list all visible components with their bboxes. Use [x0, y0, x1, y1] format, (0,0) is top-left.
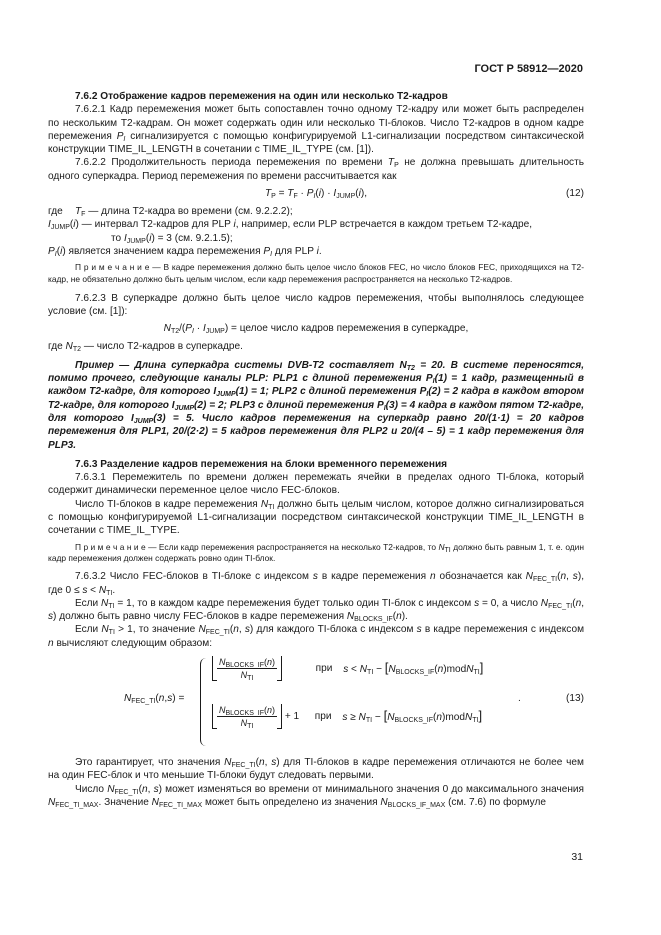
paragraph-nti-equals-one: Если $N_{TI} = 1$, то в каждом кадре перемежения будет только один TI-блок с индексом s = 0, а число $N_{FEC\_TI}(n$, s) должно быть равно числу FEC-блоков в кадре перемежения $N_{BLOCKS\_IF}(n)$.	[48, 597, 585, 624]
paragraph-7-6-2-2: 7.6.2.2 Продолжительность периода перемежения по времени $T_P$ не должна превышать длительность одного суперкадра. Период перемежения по времени рассчитывается как	[48, 157, 584, 182]
section-heading-7-6-3: 7.6.3 Разделение кадров перемежения на блоки временного перемежения	[75, 458, 448, 470]
paragraph-nti-greater-one: Если $N_{TI} > 1$, то значение $N_{FEC\_TI}(n$, s) для каждого TI-блока с индексом s в кадре перемежения с индексом n вычисляют следующим образом:	[48, 624, 585, 649]
paragraph-7-6-3-2: 7.6.3.2 Число FEC-блоков в TI-блоке с индексом s в кадре перемежения n обозначается как $N_{FEC\_TI}(n$, s), где $0 \le s < N_{TI}$.	[48, 571, 584, 597]
where-list: где $T_F$ — длина Т2-кадра во времени (см. 9.2.2.2); $I_{JUMP}(i)$ — интервал Т2-кадров для PLP i, например, если PLP встречается в каждом третьем Т2-кадре, то $I_{JUMP}(i) = 3$ (см. 9.2.1.5); $P_I(i)$ является значением кадра перемежения $P_I$ для PLP i.	[48, 206, 533, 258]
condition-equation: $N_{T2}/(P_I \cdot I_{JUMP})$ = целое число кадров перемежения в суперкадре,	[163, 323, 469, 336]
paragraph-7-6-2-3: 7.6.2.3 В суперкадре должно быть целое число кадров перемежения, чтобы выполнялось следующее условие (см. [1]):	[48, 292, 584, 318]
page-number: 31	[571, 851, 583, 863]
note-2: П р и м е ч а н и е — Если кадр перемежения распространяется на несколько Т2-кадров, то $N_{TI}$ должно быть равным 1, т. е. один кадр перемежения должен содержать ровно один TI-блок.	[48, 541, 584, 563]
example-paragraph: Пример — Длина суперкадра системы DVB-T2 составляет $N_{T2} = 20$. В системе переносятся, помимо прочего, следующие каналы PLP: PLP1 с длиной перемежения $P_I(1) = 1$ кадр, размещенный в каждом Т2-кадре, для которого $I_{JUMP}(1) = 1$; PLP2 с длиной перемежения $P_I(2) = 2$ кадра в каждом втором Т2-кадре, для которого $I_{JUMP}(2) = 2$; PLP3 с длиной перемежения $P_I(3) = 4$ кадра в каждом пятом Т2-кадре, для которого $I_{JUMP}(3) = 5$. Число кадров перемежения на суперкадр равно 20/(1·1) = 20 кадров перемежения для PLP1, 20/(2·2) = 5 кадров перемежения для PLP2 и 20/(4 – 5) = 1 кадр перемежения для PLP3.	[48, 359, 585, 451]
equation-13: $N_{FEC\_TI}(n,s)$ = $\frac{N_{BLOCKS\_IF}(n)}{N_{TI}}$ при $s < N_{TI}$ − $[N_{BLOCKS\_IF}(n)modN_{TI}]$ $\frac{N_{BLOCKS\_IF}(n)}{N_{TI}}$ + 1 при $s \ge N_{TI}$ − $[N_{BLOCKS\_IF}(n)modN_{TI}]$ . (13)	[48, 654, 584, 752]
equation-13-brace	[200, 658, 209, 746]
note-1: П р и м е ч а н и е — В кадре перемежения должно быть целое число блоков FEC, но число блоков FEC, приходящихся на Т2-кадр, не обязательно должно быть целым числом, если кадр перемежения распространяется на несколько Т2-кадров.	[48, 262, 584, 284]
page-content	[48, 90, 584, 809]
equation-13-lhs: $N_{FEC\_TI}(n,s)$ =	[124, 692, 185, 705]
paragraph-7-6-3-1: 7.6.3.1 Перемежитель по времени должен перемежать ячейки в пределах одного TI-блока, который содержит динамически переменное целое число FEC-блоков.	[48, 472, 584, 497]
equation-13-case-2: $\frac{N_{BLOCKS\_IF}(n)}{N_{TI}}$ + 1 при $s \ge N_{TI}$ − $[N_{BLOCKS\_IF}(n)modN_{TI}]$	[212, 704, 482, 729]
paragraph-guarantee: Это гарантирует, что значения $N_{FEC\_TI}(n$, s) для TI-блоков в кадре перемежения отличаются не более чем на один FEC-блок и что меньшие TI-блоки будут следовать первыми.	[48, 756, 584, 782]
section-heading-7-6-2: 7.6.2 Отображение кадров перемежения на один или несколько Т2-кадров	[75, 91, 448, 102]
standard-header: ГОСТ Р 58912—2020	[474, 63, 583, 75]
equation-12: $T_P = T_F \cdot P_I(i) \cdot I_{JUMP}(i)$, (12)	[264, 188, 584, 201]
where-n-t2: где $N_{T2}$ — число Т2-кадров в суперкадре.	[48, 341, 243, 354]
paragraph-ti-blocks: Число TI-блоков в кадре перемежения $N_{TI}$ должно быть целым числом, которое должно сигнализироваться с помощью конфигурируемой L1-сигнализации посредством синтаксической конструкции TIME_IL_LENGTH в сочетании с TIME_IL_TYPE.	[48, 498, 584, 537]
equation-13-case-1: $\frac{N_{BLOCKS\_IF}(n)}{N_{TI}}$ при $s < N_{TI}$ − $[N_{BLOCKS\_IF}(n)modN_{TI}]$	[212, 656, 483, 681]
paragraph-7-6-2-1: 7.6.2.1 Кадр перемежения может быть сопоставлен точно одному Т2-кадру или может быть распределен по нескольким Т2-кадрам. Он может содержать один или несколько TI-блоков. Число Т2-кадров в одном кадре перемежения $P_I$ сигнализируется с помощью конфигурируемой L1-сигнализации посредством синтаксической конструкции TIME_IL_LENGTH в сочетании с TIME_IL_TYPE (см. [1]).	[48, 104, 584, 156]
paragraph-max-value: Число $N_{FEC\_TI}(n$, s) может изменяться во времени от минимального значения 0 до максимального значения $N_{FEC\_TI\_MAX}$. Значение $N_{FEC\_TI\_MAX}$ может быть определено из значения $N_{BLOCKS\_IF\_MAX}$ (см. 7.6) по формуле	[48, 783, 585, 809]
